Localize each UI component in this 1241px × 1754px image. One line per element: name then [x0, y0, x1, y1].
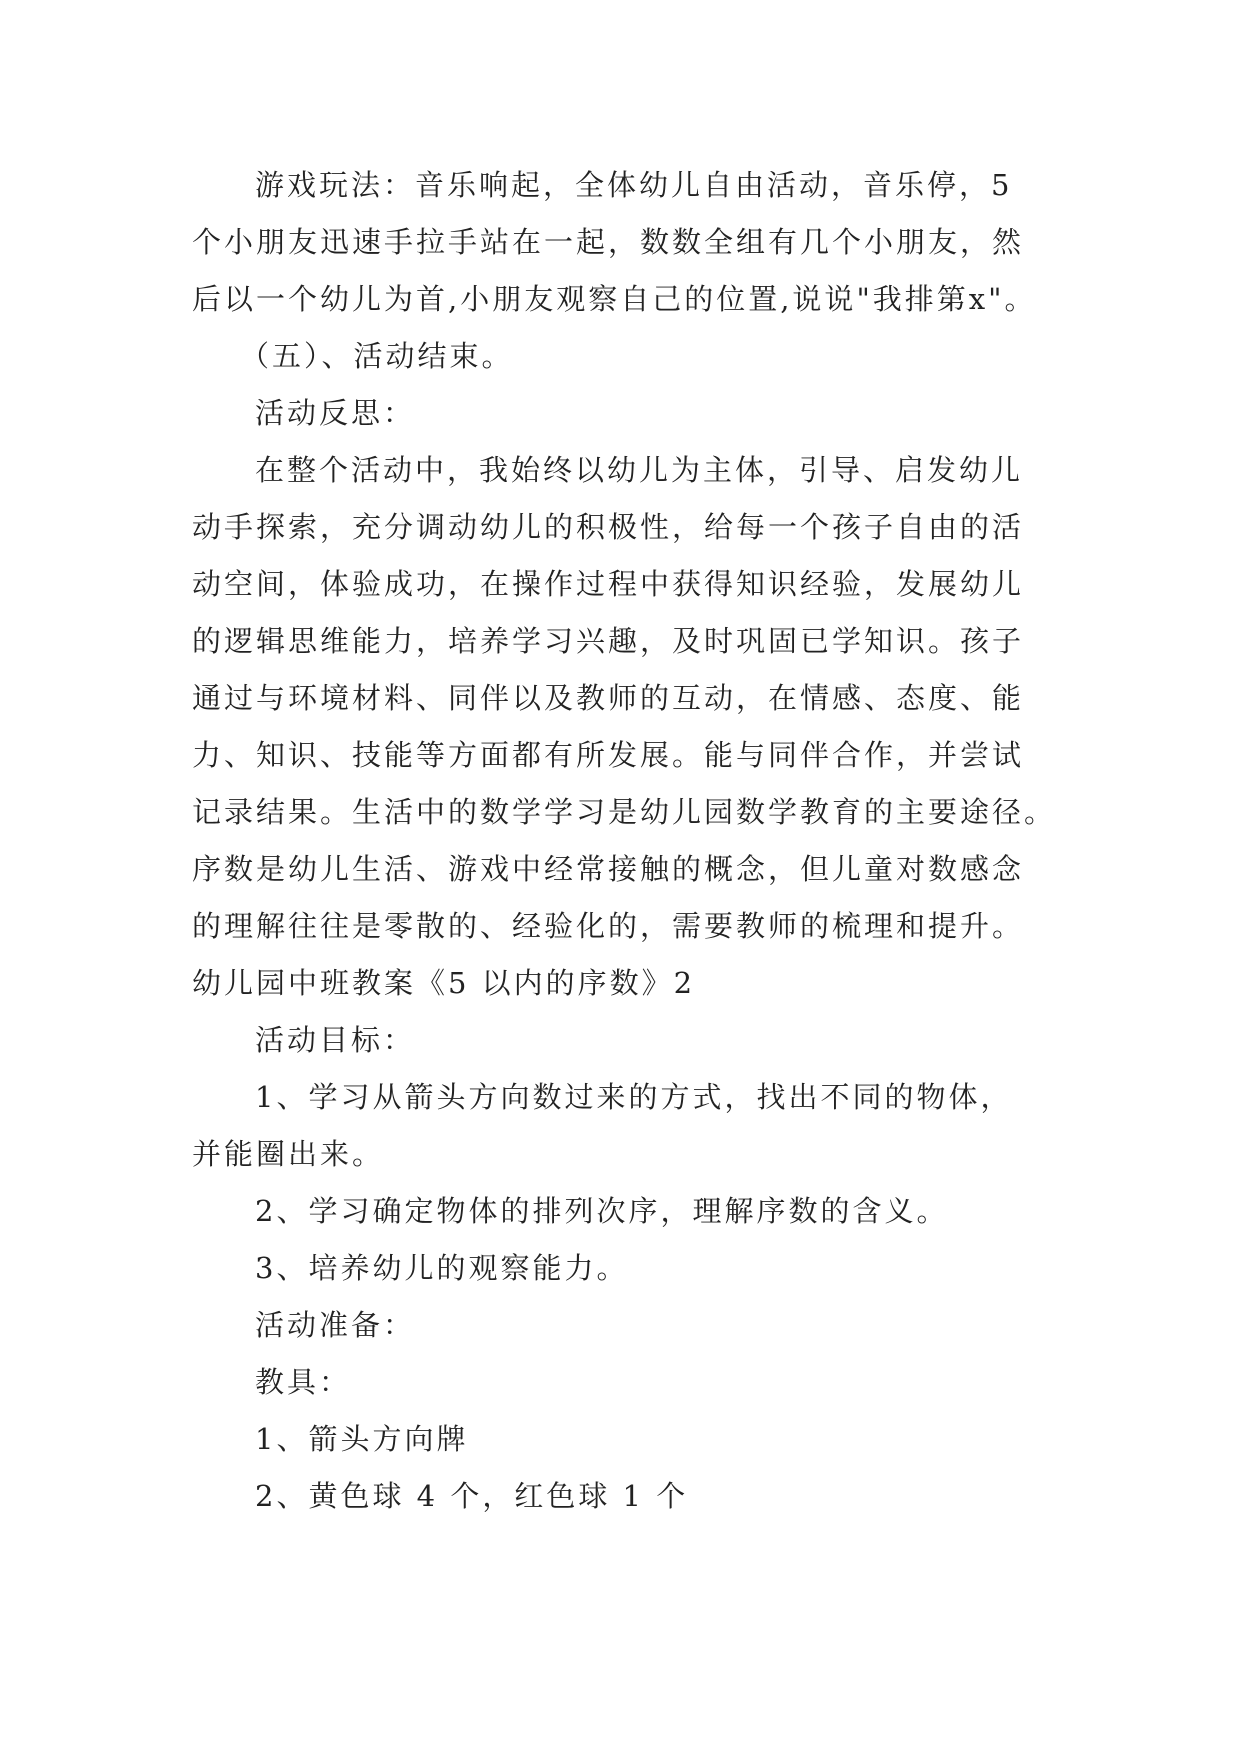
objective-1-line-2: 并能圈出来。 [192, 1137, 385, 1171]
paragraph-game-rules-line-2: 个小朋友迅速手拉手站在一起，数数全组有几个小朋友，然 [192, 225, 1025, 259]
paragraph-reflection-line-7: 记录结果。生活中的数学学习是幼儿园数学教育的主要途径。 [192, 795, 1057, 829]
paragraph-reflection-line-2: 动手探索，充分调动幼儿的积极性，给每一个孩子自由的活 [192, 510, 1025, 544]
lesson-plan-title: 幼儿园中班教案《5 以内的序数》2 [192, 966, 696, 1000]
paragraph-reflection-line-5: 通过与环境材料、同伴以及教师的互动，在情感、态度、能 [192, 681, 1025, 715]
paragraph-reflection-line-3: 动空间，体验成功，在操作过程中获得知识经验，发展幼儿 [192, 567, 1025, 601]
section-heading-objectives: 活动目标： [255, 1023, 416, 1057]
paragraph-reflection-line-6: 力、知识、技能等方面都有所发展。能与同伴合作，并尝试 [192, 738, 1025, 772]
objective-1-line-1: 1、学习从箭头方向数过来的方式，找出不同的物体， [255, 1080, 1013, 1114]
objective-2: 2、学习确定物体的排列次序，理解序数的含义。 [255, 1194, 949, 1228]
objective-3: 3、培养幼儿的观察能力。 [255, 1251, 629, 1285]
paragraph-reflection-line-4: 的逻辑思维能力，培养学习兴趣，及时巩固已学知识。孩子 [192, 624, 1025, 658]
paragraph-reflection-line-9: 的理解往往是零散的、经验化的，需要教师的梳理和提升。 [192, 909, 1025, 943]
teaching-aid-1: 1、箭头方向牌 [255, 1422, 469, 1456]
paragraph-reflection-line-1: 在整个活动中，我始终以幼儿为主体，引导、启发幼儿 [255, 453, 1024, 487]
paragraph-game-rules-line-1: 游戏玩法：音乐响起，全体幼儿自由活动，音乐停，5 [255, 168, 1013, 202]
paragraph-game-rules-line-3: 后以一个幼儿为首,小朋友观察自己的位置,说说"我排第x"。 [192, 282, 1037, 316]
paragraph-reflection-line-8: 序数是幼儿生活、游戏中经常接触的概念，但儿童对数感念 [192, 852, 1025, 886]
subheading-teaching-aids: 教具： [255, 1365, 352, 1399]
section-heading-reflection: 活动反思： [255, 396, 416, 430]
teaching-aid-2: 2、黄色球 4 个，红色球 1 个 [255, 1479, 689, 1513]
section-heading-preparation: 活动准备： [255, 1308, 416, 1342]
section-heading-activity-end: （五）、活动结束。 [240, 339, 514, 373]
